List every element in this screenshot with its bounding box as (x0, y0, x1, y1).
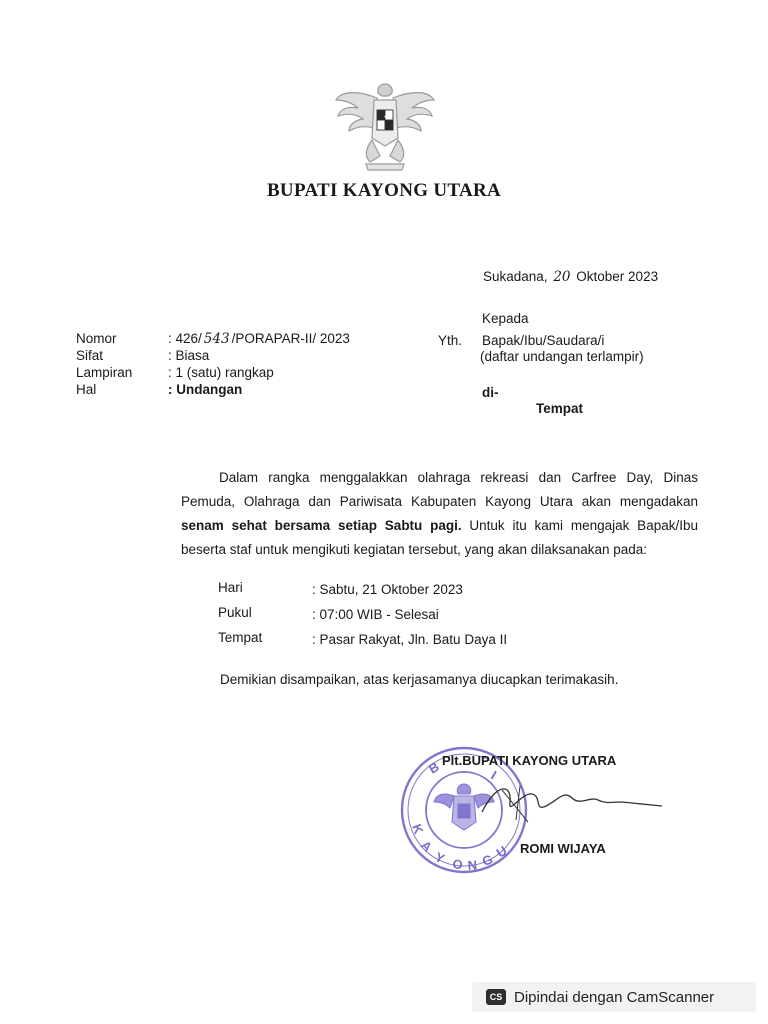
place: Sukadana, (483, 269, 548, 284)
recipient-yth: Yth. (438, 333, 463, 348)
signature-title: Plt.BUPATI KAYONG UTARA (442, 753, 617, 768)
svg-text:B: B (426, 758, 442, 777)
lampiran-label: Lampiran (76, 365, 133, 380)
svg-text:A: A (417, 837, 436, 855)
hal-value: : Undangan (168, 382, 243, 397)
tempat-label: Tempat (218, 630, 263, 645)
date-day-handwritten: 20 (553, 269, 571, 285)
svg-text:I: I (488, 767, 500, 783)
garuda-emblem-icon (330, 76, 440, 176)
date-month-year: Oktober 2023 (576, 269, 659, 284)
nomor-handwritten: 543 (203, 331, 230, 347)
camscanner-icon: CS (486, 989, 506, 1005)
pukul-value: : 07:00 WIB - Selesai (312, 607, 439, 622)
recipient-di: di- (482, 385, 499, 400)
camscanner-text: Dipindai dengan CamScanner (514, 988, 715, 1006)
recipient-kepada: Kepada (482, 311, 529, 326)
body-text-part2: Untuk itu kami mengajak Bapak/Ibu beserta staf untuk mengikuti kegiatan tersebut, yang akan dilaksanakan pada: (181, 518, 698, 557)
letterhead-title: BUPATI KAYONG UTARA (266, 180, 502, 201)
nomor-suffix: /PORAPAR-II/ 2023 (231, 331, 350, 346)
closing-line: Demikian disampaikan, atas kerjasamanya diucapkan terimakasih. (220, 672, 619, 687)
body-text-part1: Dalam rangka menggalakkan olahraga rekreasi dan Carfree Day, Dinas Pemuda, Olahraga dan Pariwisata Kabupaten Kayong Utara akan mengadakan (181, 470, 698, 509)
svg-text:O: O (451, 856, 464, 873)
recipient-note: (daftar undangan terlampir) (480, 349, 644, 364)
svg-text:U: U (493, 842, 510, 861)
svg-text:G: G (480, 851, 495, 869)
svg-text:K: K (409, 821, 427, 836)
sifat-label: Sifat (76, 348, 104, 363)
camscanner-badge (472, 982, 756, 1012)
sifat-value: : Biasa (168, 348, 210, 363)
hari-label: Hari (218, 580, 243, 595)
hari-value: : Sabtu, 21 Oktober 2023 (312, 582, 463, 597)
body-paragraph (181, 466, 698, 562)
body-text-bold: senam sehat bersama setiap Sabtu pagi. (181, 518, 462, 533)
signature-name: ROMI WIJAYA (520, 841, 606, 856)
nomor-label: Nomor (76, 331, 117, 346)
recipient-name: Bapak/Ibu/Saudara/i (482, 333, 605, 348)
nomor-value (168, 330, 350, 348)
lampiran-value: : 1 (satu) rangkap (168, 365, 274, 380)
signature-scribble-icon (472, 772, 672, 832)
tempat-value: : Pasar Rakyat, Jln. Batu Daya II (312, 632, 508, 647)
pukul-label: Pukul (218, 605, 252, 620)
place-date (483, 268, 658, 286)
hal-label: Hal (76, 382, 97, 397)
recipient-tempat: Tempat (536, 401, 584, 416)
svg-text:Y: Y (432, 849, 447, 867)
svg-text:N: N (467, 857, 478, 873)
nomor-prefix: : 426/ (168, 331, 202, 346)
